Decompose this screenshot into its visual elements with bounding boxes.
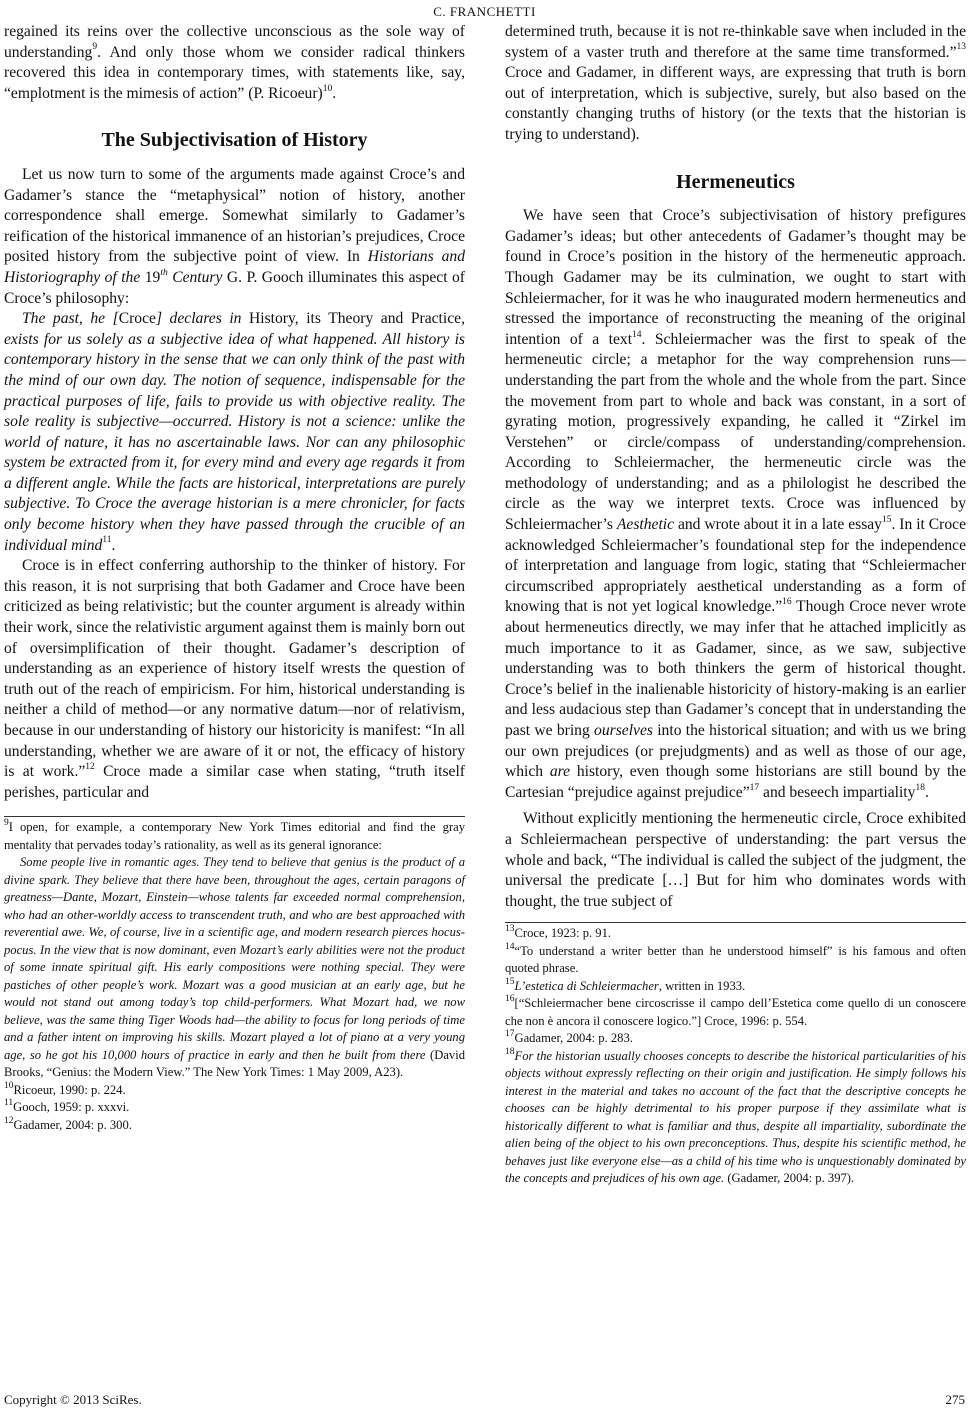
footnote-17 — [505, 1030, 966, 1048]
footnote-number: 16 — [505, 994, 515, 1005]
text: . — [924, 783, 929, 801]
footnote-ref-15[interactable]: 15 — [881, 514, 892, 525]
footnote-10 — [4, 1082, 465, 1100]
book-title: Aesthetic — [616, 516, 675, 534]
text: Though Croce never wrote about hermeneutics directly, we may infer that he attached implicitly as much importance to it as Gadamer, since, as we saw, subjective understanding was to both thinkers the germ of historical thought. Croce’s belief in the inalienable historicity of history-making is an earlier and less audacious step than Gadamer’s concept that in understanding the past we bring — [505, 598, 966, 739]
text: Croce, 1923: p. 91. — [514, 926, 612, 941]
footnote-rule — [505, 922, 966, 923]
text: For the historian usually chooses concepts to describe the historical particularities of his objects without expressly reflecting on their origin and justification. He simply follows his interest in the material and takes no account of the fact that the descriptive concepts he chooses can be highly detrimental to his proper purpose if they assimilate what is historically different to what is familiar and thus, despite all impartiality, subordinate the alien being of the object to his own preconceptions. Thus, despite his scientific method, he behaves just like everyone else—as a child of his time who is unquestionably dominated by the concepts and prejudices of his own age. — [505, 1048, 966, 1186]
paragraph-hermeneutics — [505, 206, 966, 803]
text: Gadamer, 2004: p. 283. — [514, 1031, 633, 1046]
footnote-15 — [505, 978, 966, 996]
text: [“Schleiermacher bene circoscrisse il campo dell’Estetica come quello di un conoscere che non è ancora il conoscere logico.”] Croce, 1996: p. 554. — [505, 996, 966, 1028]
left-footnotes — [4, 819, 465, 1134]
section-heading-subjectivisation: The Subjectivisation of History — [101, 129, 368, 152]
footnote-number: 13 — [505, 924, 515, 935]
footnote-18 — [505, 1048, 966, 1188]
footnote-ref-11[interactable]: 11 — [102, 535, 112, 546]
footnote-rule — [4, 816, 465, 817]
right-column — [505, 22, 966, 1188]
text: . In it Croce acknowledged Schleiermacher’s foundational step for the independence of interpretation and language from logic, stating that “Schleiermacher circumscribed appropriately aesthetical understanding as a form of knowing that is not yet logical knowledge.” — [505, 516, 967, 616]
footnote-14 — [505, 943, 966, 978]
page-number: 275 — [945, 1392, 965, 1407]
emphasis: ourselves — [594, 722, 653, 739]
text: , exists for us solely as a subjective idea of what happened. All history is contemporary history in the sense that we can only think of the past with the mind of our own day. The notion of sequence, indispensable for the practical purposes of life, fails to provide us with objective reality. The sole reality is subjective—occurred. History is not a science: unlike the world of nature, it has no ascertainable laws. Nor can any philosophic system be extracted from it, for every mind and every age regards it from a different angle. While the facts are historical, interpretations are purely subjective. To Croce the average historian is a mere chronicler, for facts only become history when they have passed through the crucible of an individual mind — [4, 310, 465, 554]
text: “To understand a writer better than he understood himself” is his famous and often quoted phrase. — [505, 943, 966, 976]
book-title: Historians and Historiography of the — [4, 248, 465, 286]
text: Let us now turn to some of the arguments made against Croce’s and Gadamer’s stance the “metaphysical” notion of history, another correspondence shall emerge. Somewhat similarly to Gadamer’s reification of the historical immanence of an historian’s prejudices, Croce posited history from the subjective point of view. In — [4, 165, 465, 266]
text: G. P. Gooch illuminates this aspect of Croce’s philosophy: — [4, 268, 465, 307]
ordinal-suffix: th — [160, 267, 168, 278]
footnote-number: 10 — [4, 1080, 14, 1091]
citation: (David Brooks, “Genius: the Modern View.” The New York Times: 1 May 2009, A23). — [4, 1047, 466, 1080]
text: regained its reins over the collective unconscious as the sole way of understanding — [4, 23, 465, 61]
citation: (Gadamer, 2004: p. 397). — [724, 1171, 855, 1186]
footnote-ref-10[interactable]: 10 — [322, 83, 333, 94]
footnote-11 — [4, 1099, 465, 1117]
text: history, even though some historians are still bound by the Cartesian “prejudice against prejudice” — [505, 763, 967, 801]
footnote-number: 15 — [505, 976, 515, 987]
text: . And only those whom we consider radical thinkers recovered this idea in contemporary times, with statements like, say, “emplotment is the mimesis of action” (P. Ricoeur) — [4, 43, 465, 102]
text: The past, he [ — [22, 310, 119, 328]
text: into the historical situation; and with us we bring our own prejudices (or prejudgments) and as well as those of our age, which — [505, 722, 966, 781]
text: ] declares in — [155, 310, 250, 328]
text: 19 — [140, 268, 161, 286]
emphasis: are — [549, 763, 571, 781]
text: and wrote about it in a late essay — [674, 516, 882, 534]
text: Croce — [118, 310, 156, 328]
footnote-16 — [505, 995, 966, 1030]
footnote-9-quote — [4, 854, 465, 1082]
footnote-number: 14 — [505, 941, 515, 952]
text: Gadamer, 2004: p. 300. — [13, 1117, 132, 1132]
left-body — [4, 22, 465, 803]
paragraph-schleiermachean: Without explicitly mentioning the hermeneutic circle, Croce exhibited a Schleiermachean perspective of understanding: the part versus the whole and back, “The individual is called the subject of the judgment, the universal the predicate […] But for him who dominates words with thought, the true subject of — [505, 810, 966, 910]
text: , written in 1933. — [658, 978, 746, 993]
copyright-notice: Copyright © 2013 SciRes. — [4, 1392, 142, 1407]
text: determined truth, because it is not re-thinkable save when included in the system of a vaster truth and therefore at the same time transformed.” — [505, 23, 966, 61]
text: . — [111, 536, 116, 554]
footnote-9 — [4, 819, 465, 854]
text: Croce made a similar case when stating, “truth itself perishes, particular and — [4, 763, 465, 801]
text: Ricoeur, 1990: p. 224. — [13, 1082, 126, 1097]
footnote-ref-18[interactable]: 18 — [915, 782, 925, 793]
footnote-ref-12[interactable]: 12 — [85, 762, 95, 772]
block-quote-gooch — [4, 309, 465, 556]
text: Gooch, 1959: p. xxxvi. — [13, 1100, 130, 1115]
footnote-ref-14[interactable]: 14 — [632, 329, 642, 340]
footnote-number: 9 — [4, 818, 9, 829]
book-title-end: Century — [172, 268, 223, 286]
text: and beseech impartiality — [759, 783, 916, 801]
text: . Schleiermacher was the first to speak of the hermeneutic circle; a metaphor for the way comprehension runs—understanding the part from the whole and the whole from the part. Since the movement from part to whole and back was constant, in a sort of gyrating motion, progressively expanding, he called it “Zirkel im Verstehen” or circle/compass of understanding/comprehension. According to Schleiermacher, the hermeneutic circle was the methodology of understanding; and as a philologist he described the circle as the way we interpret texts. Croce was influenced by Schleiermacher’s — [505, 330, 966, 534]
text: We have seen that Croce’s subjectivisation of history prefigures Gadamer’s ideas; but other antecedents of Gadamer’s thought may be found in Croce’s position in the history of the hermeneutic approach. Though Gadamer may be its culmination, we ought to start with Schleiermacher, for it was he who inaugurated modern hermeneutics and stressed the importance of reconstructing the meaning of the original intention of a text — [505, 207, 966, 348]
essay-title: L’estetica di Schleiermacher — [514, 978, 659, 993]
right-body — [505, 22, 966, 912]
text: Croce and Gadamer, in different ways, are expressing that truth is born out of interpretation, which is subjective, surely, but also based on the constantly changing truths of history (or the texts that the historian is trying to understand). — [505, 64, 966, 143]
intro-paragraph — [4, 22, 465, 104]
footnote-ref-17[interactable]: 17 — [749, 782, 760, 793]
footnote-number: 17 — [505, 1029, 515, 1040]
left-column — [4, 22, 465, 1134]
footnote-number: 18 — [505, 1046, 515, 1057]
footnote-ref-9[interactable]: 9 — [92, 42, 98, 53]
paragraph-truth — [505, 22, 966, 146]
footnote-13 — [505, 925, 966, 943]
running-head: C. FRANCHETTI — [433, 4, 536, 19]
text: Croce is in effect conferring authorship to the thinker of history. For this reason, it is not surprising that both Gadamer and Croce have been criticized as being relativistic; but the counter argument is already within their work, since the relativistic argument against them is mainly born out of oversimplification of their thought. Gadamer’s description of understanding as an experience of history itself wrests the question of truth out of the reach of empiricism. For him, historical understanding is neither a child of method—or any normative datum—nor of relativism, because in our understanding of history our historicity is manifest: “In all understanding, whether we are aware of it or not, the efficacy of history is at work.” — [4, 557, 465, 781]
text: . — [332, 84, 337, 102]
text: History, its Theory and Practice — [249, 310, 462, 328]
footnote-ref-16[interactable]: 16 — [782, 597, 792, 608]
section-heading-hermeneutics: Hermeneutics — [676, 170, 795, 193]
paragraph-gooch-intro — [4, 165, 465, 309]
footnote-ref-13[interactable]: 13 — [956, 42, 966, 53]
text: Some people live in romantic ages. They tend to believe that genius is the product of a divine spark. They believe that there have been, throughout the ages, certain paragons of greatness—Dante, Mozart, Einstein—whose talents far exceeded normal comprehension, who had an other-worldly access to transcendent truth, and who are best approached with reverential awe. We, of course, live in a scientific age, and modern research pierces hocus-pocus. In the view that is now dominant, even Mozart’s early abilities were not the product of some innate spiritual gift. His early compositions were nothing special. They were pastiches of other people’s work. Mozart was a good musician at an early age, but he would not stand out among today’s top child-performers. What Mozart had, we now believe, was the same thing Tiger Woods had—the ability to focus for long periods of time and a father intent on improving his skills. Mozart played a lot of piano at a very young age, so he got his 10,000 hours of practice in early and then he built from there — [4, 855, 465, 1062]
footnote-number: 11 — [4, 1098, 14, 1109]
paragraph-authorship — [4, 556, 465, 803]
footnote-12 — [4, 1117, 465, 1135]
text: I open, for example, a contemporary New York Times editorial and find the gray mentality that pervades today’s rationality, as well as its general ignorance: — [4, 820, 465, 852]
footnote-number: 12 — [4, 1115, 14, 1126]
right-footnotes — [505, 925, 966, 1188]
